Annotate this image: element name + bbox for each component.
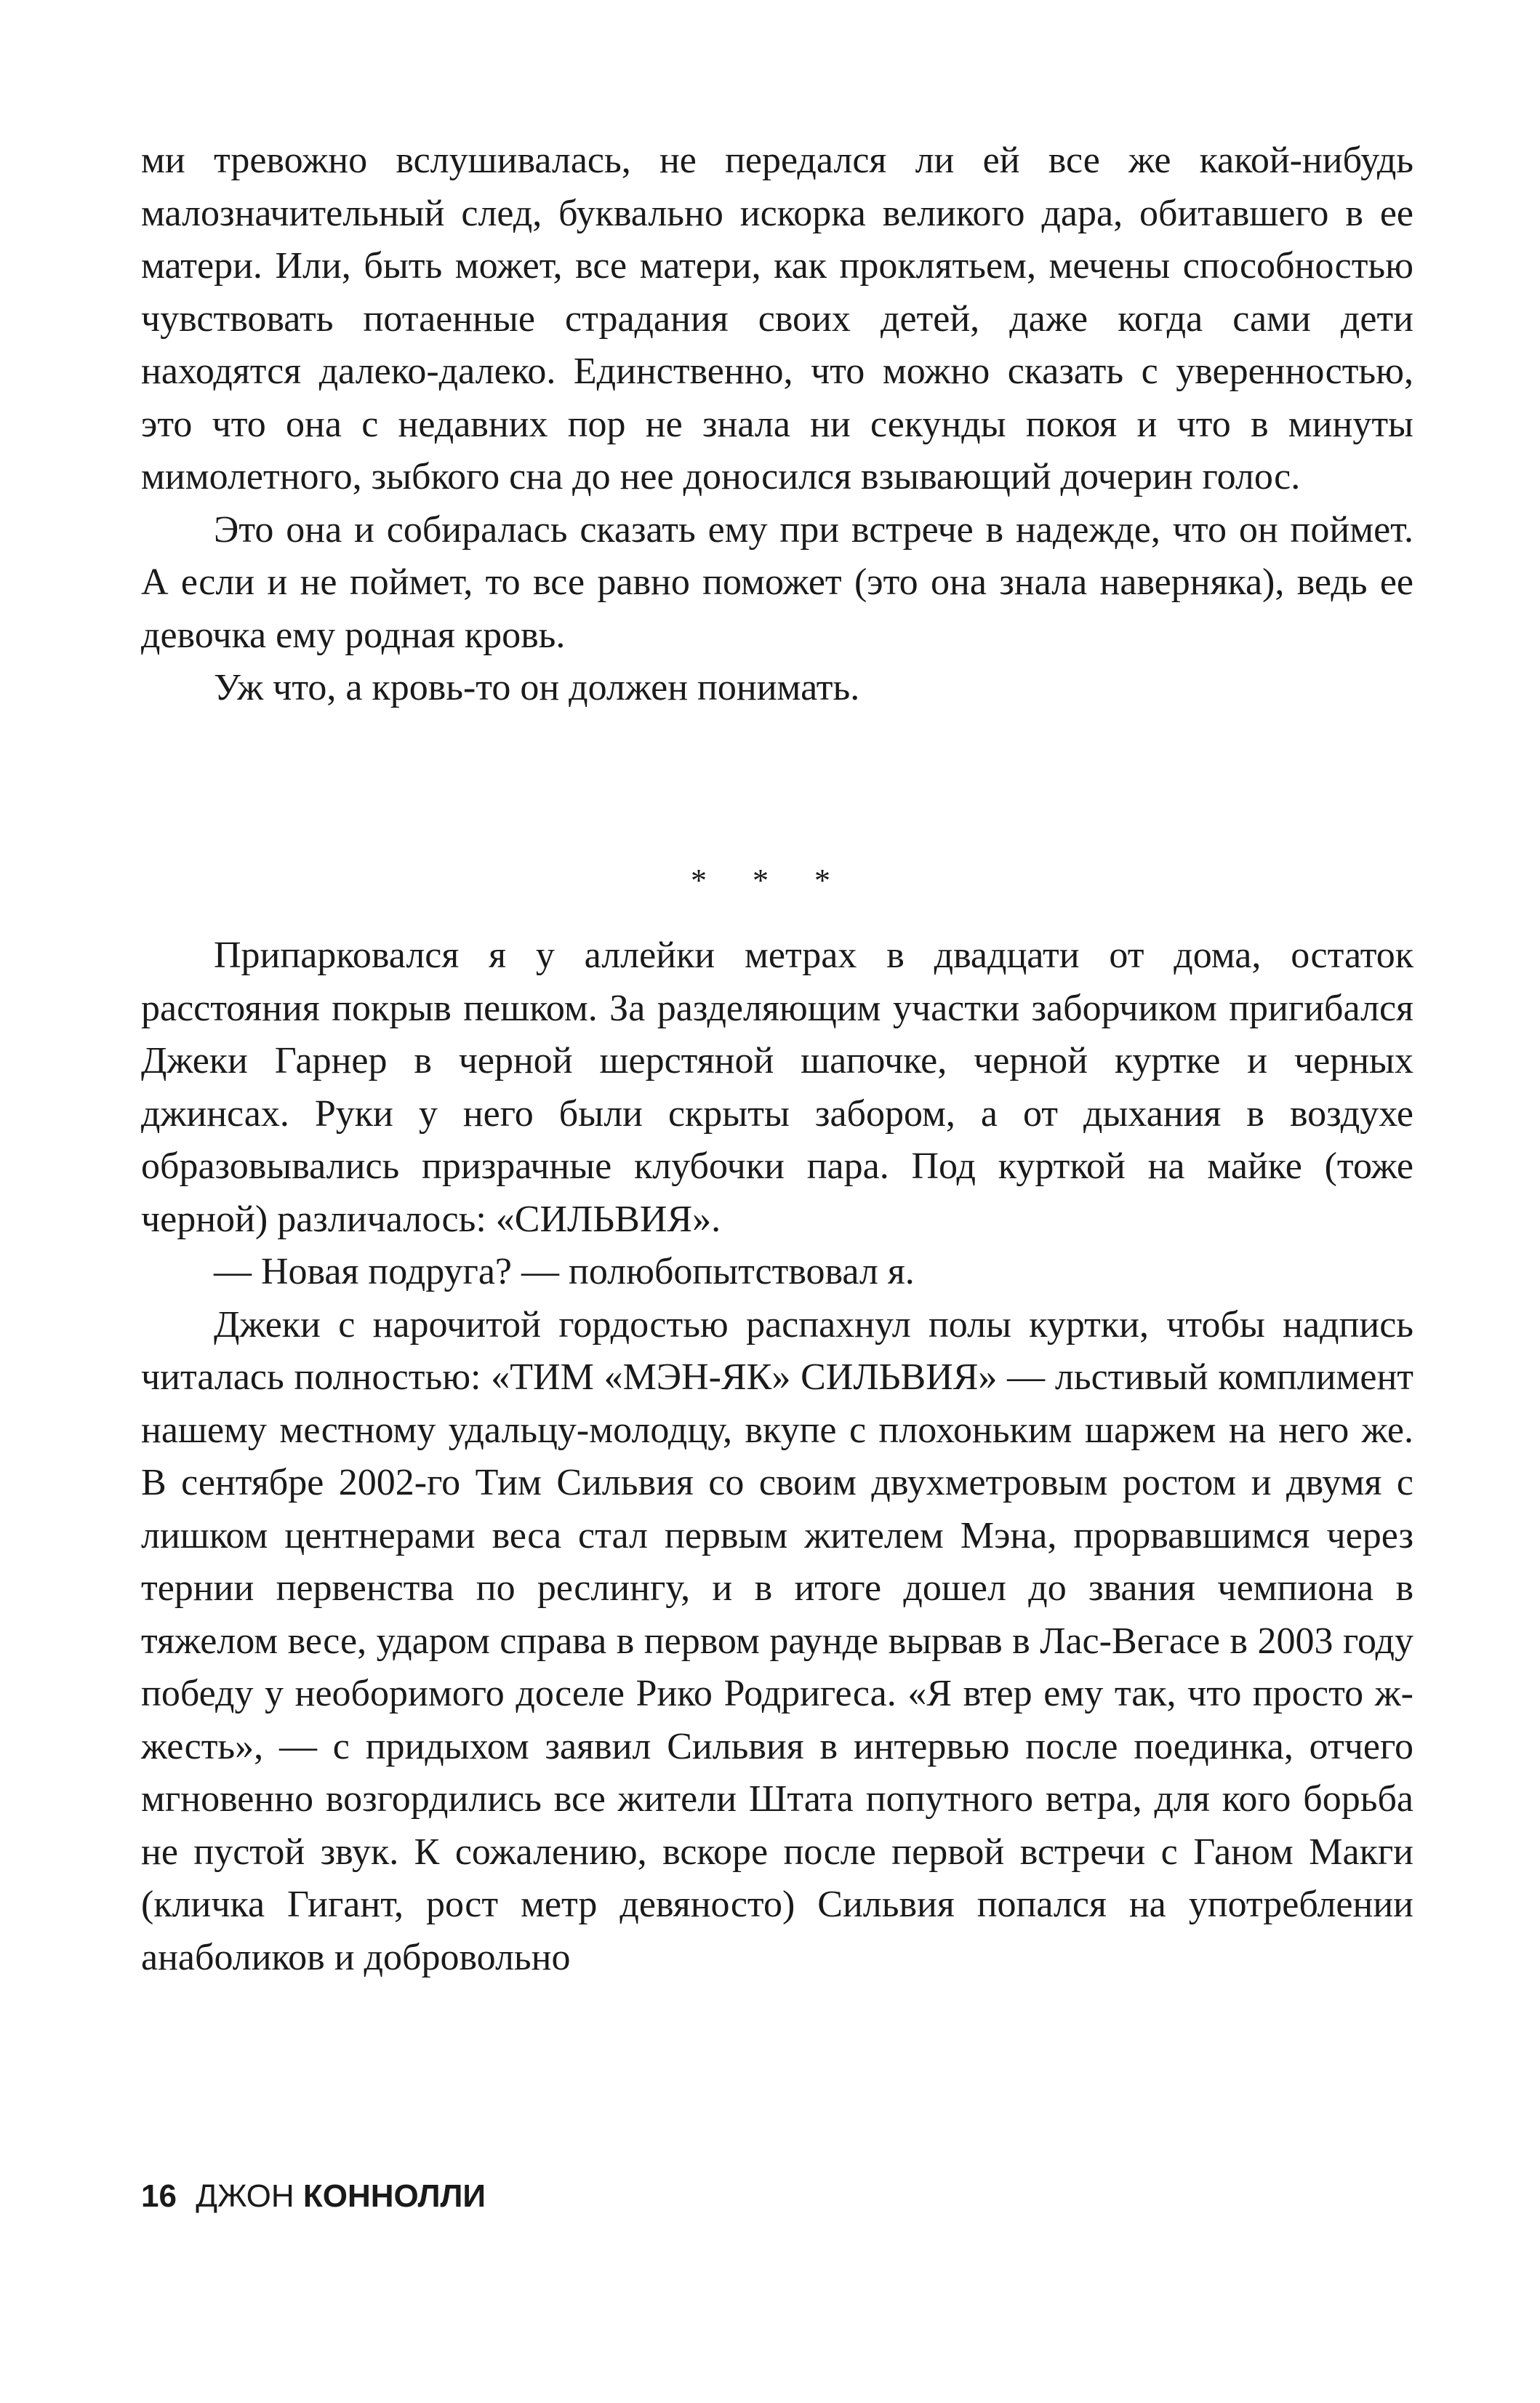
paragraph: Уж что, а кровь-то он должен понимать. [214,667,860,708]
paragraph: Это она и собиралась сказать ему при встрече в надежде, что он поймет. А если и не поймет, то все равно поможет (это она знала наверняка), ведь ее девочка ему родная кровь. [141,508,1413,656]
paragraph: — Новая подруга? — полюбопытствовал я. [214,1251,915,1292]
page-number: 16 [141,2178,177,2214]
author-first-name: ДЖОН [196,2178,294,2214]
author-last-name: КОННОЛЛИ [302,2178,486,2214]
paragraph: ми тревожно вслушивалась, не передался ли ей все же какой-нибудь малозначительный след, буквально искорка великого дара, обитавшего в ее матери. Или, быть может, все матери, как проклятьем, мечены способностью чувствовать потаенные страдания своих детей, даже когда сами дети находятся далеко-далеко. Единственно, что можно сказать с уверенностью, это что она с недавних пор не знала ни секунды покоя и что в минуты мимолетного, зыбкого сна до нее доносился взывающий дочерин голос. [141,140,1413,497]
page-footer [141,2175,486,2218]
paragraph: Припарковался я у аллейки метрах в двадцати от дома, остаток расстояния покрыв пешком. За разделяющим участки заборчиком пригибался Джеки Гарнер в черной шерстяной шапочке, черной куртке и черных джинсах. Руки у него были скрыты забором, а от дыхания в воздухе образовывались призрачные клубочки пара. Под курткой на майке (тоже черной) различалось: «СИЛЬВИЯ». [141,935,1413,1240]
text-section-bottom [141,929,1413,1984]
section-separator: * * * [691,863,849,898]
text-section-top [141,135,1413,715]
paragraph: Джеки с нарочитой гордостью распахнул полы куртки, чтобы надпись читалась полностью: «ТИМ «МЭН-ЯК» СИЛЬВИЯ» — льстивый комплимент нашему местному удальцу-молодцу, вкупе с плохоньким шаржем на него же. В сентябре 2002-го Тим Сильвия со своим двухметровым ростом и двумя с лишком центнерами веса стал первым жителем Мэна, прорвавшимся через тернии первенства по реслингу, и в итоге дошел до звания чемпиона в тяжелом весе, ударом справа в первом раунде вырвав в Лас-Вегасе в 2003 году победу у необоримого доселе Рико Родригеса. «Я втер ему так, что просто ж-жесть», — с придыхом заявил Сильвия в интервью после поединка, отчего мгновенно возгордились все жители Штата попутного ветра, для кого борьба не пустой звук. К сожалению, вскоре после первой встречи с Ганом Макги (кличка Гигант, рост метр девяносто) Сильвия попался на употреблении анаболиков и добровольно [141,1303,1413,1978]
